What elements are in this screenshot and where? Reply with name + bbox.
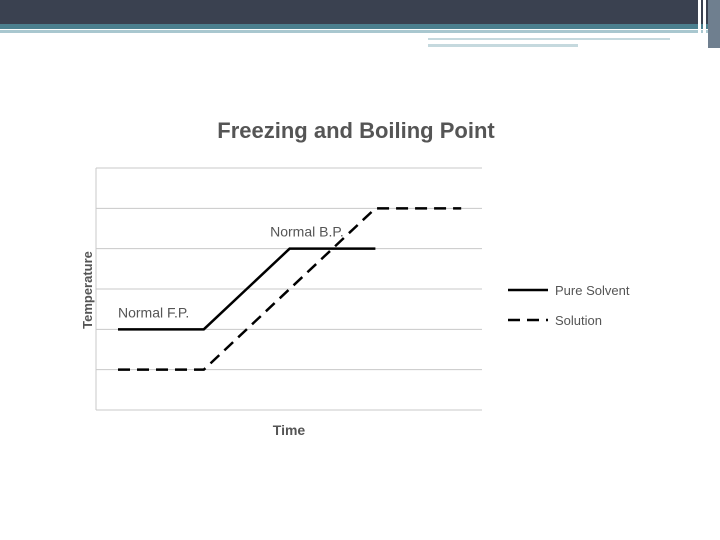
y-axis-label: Temperature xyxy=(80,251,95,329)
legend-label: Pure Solvent xyxy=(555,283,630,298)
annotation-boiling-point: Normal B.P. xyxy=(270,223,344,240)
x-axis-label: Time xyxy=(272,422,306,438)
chart-title: Freezing and Boiling Point xyxy=(217,118,495,143)
annotation-freezing-point: Normal F.P. xyxy=(118,304,190,321)
legend-label: Solution xyxy=(555,313,602,328)
